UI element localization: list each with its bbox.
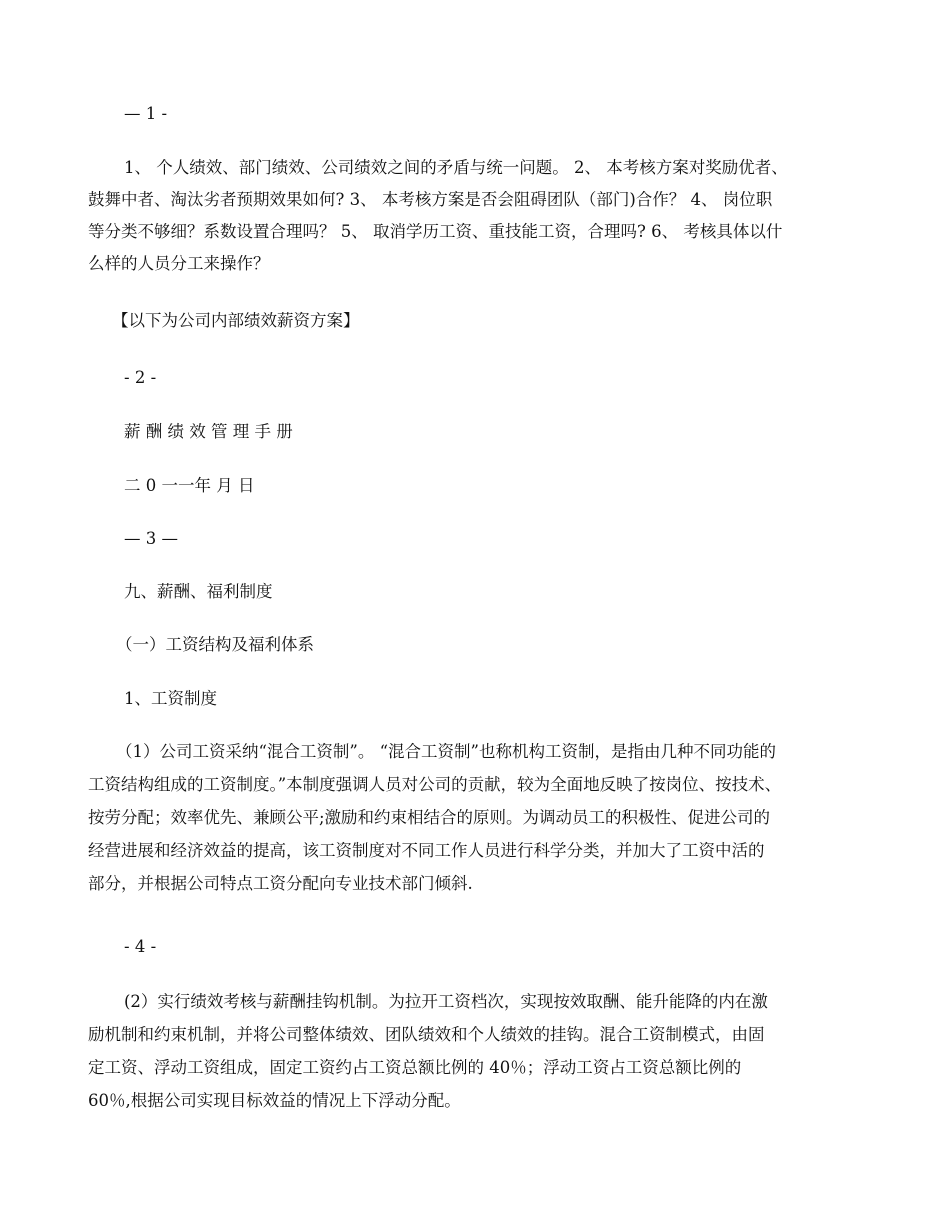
page-marker-1: — 1 - <box>124 104 168 123</box>
paragraph-1-line-2: 鼓舞中者、淘汰劣者预期效果如何? 3、 本考核方案是否会阻碍团队（部门)合作？ 4、 岗位职 <box>88 190 773 209</box>
page-marker-2: - 2 - <box>124 368 157 387</box>
subsection-title: （一）工资结构及福利体系 <box>116 635 314 654</box>
manual-title: 薪 酬 绩 效 管 理 手 册 <box>124 422 293 441</box>
paragraph-1-line-1: 1、 个人绩效、部门绩效、公司绩效之间的矛盾与统一问题。 2、 本考核方案对奖励优者、 <box>124 158 788 177</box>
date-line: 二 0 一一年 月 日 <box>124 476 255 495</box>
paragraph-3-line-1: (2）实行绩效考核与薪酬挂钩机制。为拉开工资档次，实现按效取酬、能升能降的内在激 <box>124 992 768 1011</box>
paragraph-1-line-4: 么样的人员分工来操作？ <box>88 254 270 273</box>
page-marker-3: — 3 — <box>124 529 178 548</box>
paragraph-3-line-3: 定工资、浮动工资组成，固定工资约占工资总额比例的 40％；浮动工资占工资总额比例的 <box>88 1058 742 1077</box>
page-marker-4: - 4 - <box>124 937 157 956</box>
paragraph-2-line-3: 按劳分配；效率优先、兼顾公平;激励和约束相结合的原则。为调动员工的积极性、促进公司的 <box>88 808 771 827</box>
bracket-heading: 【以下为公司内部绩效薪资方案】 <box>112 311 360 330</box>
paragraph-3-line-4: 60％,根据公司实现目标效益的情况上下浮动分配。 <box>88 1091 461 1110</box>
paragraph-1-line-3: 等分类不够细？系数设置合理吗？ 5、 取消学历工资、重技能工资，合理吗? 6、 考核具体以什 <box>88 222 783 241</box>
paragraph-2-line-2: 工资结构组成的工资制度。”本制度强调人员对公司的贡献，较为全面地反映了按岗位、按技术、 <box>88 775 782 794</box>
paragraph-2-line-5: 部分，并根据公司特点工资分配向专业技术部门倾斜. <box>88 874 473 893</box>
item-title: 1、工资制度 <box>124 689 217 708</box>
paragraph-3-line-2: 励机制和约束机制，并将公司整体绩效、团队绩效和个人绩效的挂钩。混合工资制模式，由固 <box>88 1025 765 1044</box>
section-title: 九、薪酬、福利制度 <box>124 582 273 601</box>
paragraph-2-line-4: 经营进展和经济效益的提高，该工资制度对不同工作人员进行科学分类，并加大了工资中活的 <box>88 841 765 860</box>
paragraph-2-line-1: （1）公司工资采纳“混合工资制”。 “混合工资制”也称机构工资制，是指由几种不同功能的 <box>116 742 776 761</box>
